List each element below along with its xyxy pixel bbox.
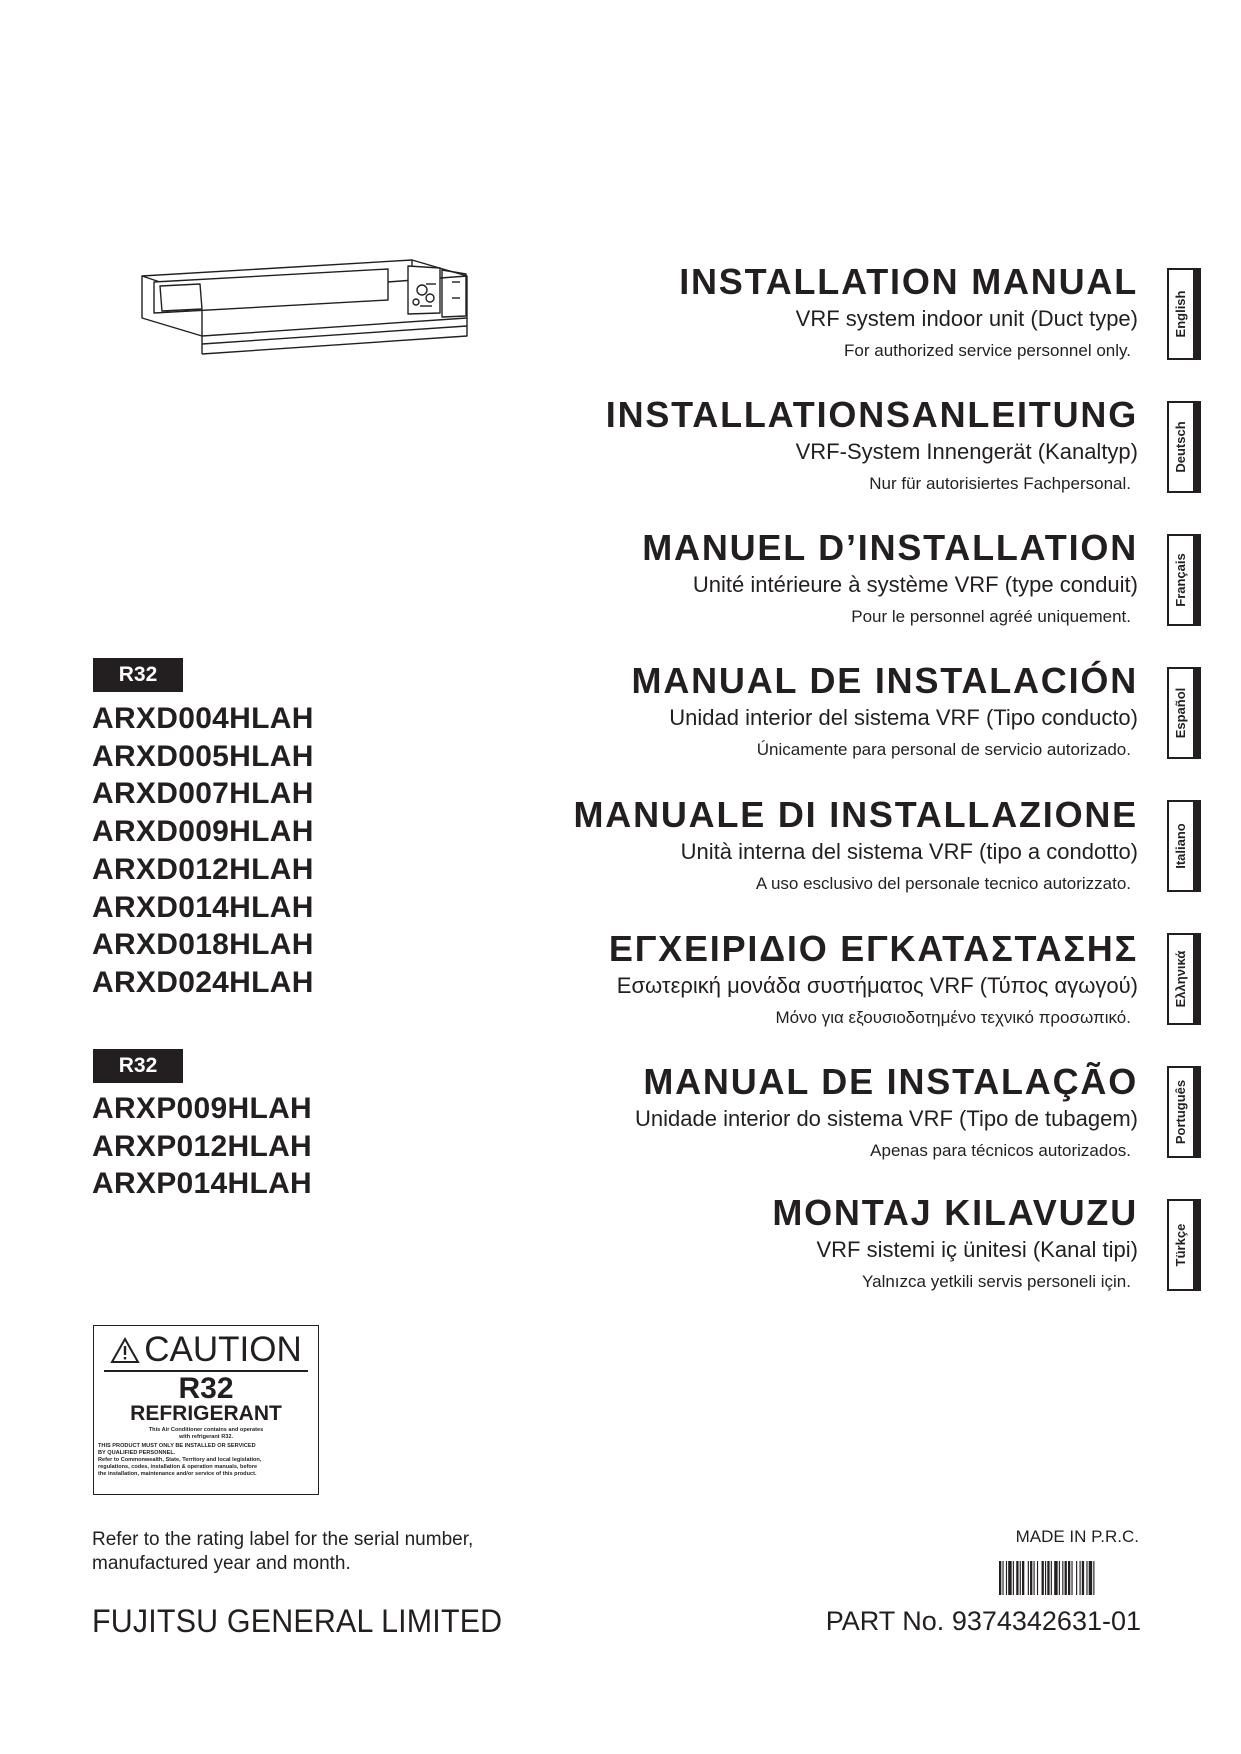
serial-number-note (92, 1528, 552, 1576)
manual-note: A uso esclusivo del personale tecnico autorizzato. (755, 874, 1131, 893)
lang-section-turkish (772, 1192, 1138, 1293)
caution-line: Refer to Commonwealth, State, Territory and local legislation, (98, 1457, 262, 1463)
manual-note: Μόνο για εξουσιοδοτημένο τεχνικό προσωπικό. (775, 1008, 1131, 1027)
manual-title: INSTALLATION MANUAL (679, 261, 1138, 302)
tab-label: Türkçe (1173, 1223, 1188, 1267)
manual-note: For authorized service personnel only. (844, 341, 1131, 360)
caution-line: This Air Conditioner contains and operates (148, 1427, 264, 1433)
manual-subtitle: VRF system indoor unit (Duct type) (795, 306, 1138, 331)
manual-title: MANUAL DE INSTALACIÓN (631, 660, 1138, 701)
lang-section-german (606, 394, 1138, 495)
model-number: ARXD014HLAH (92, 890, 314, 924)
barcode-bar (1093, 1561, 1094, 1595)
tab-italiano (1167, 800, 1201, 892)
manual-title: MONTAJ KILAVUZU (772, 1192, 1138, 1233)
barcode-bar (999, 1561, 1001, 1595)
r32-badge: R32 (93, 1049, 183, 1083)
model-number: ARXD007HLAH (92, 777, 314, 811)
caution-line: BY QUALIFIED PERSONNEL. (98, 1450, 176, 1456)
barcode-bar (1086, 1561, 1087, 1595)
caution-heading (94, 1331, 318, 1369)
tab-ellinika (1167, 933, 1201, 1025)
model-number: ARXD004HLAH (92, 702, 314, 735)
tab-label: Português (1173, 1079, 1188, 1145)
lang-section-english (679, 261, 1138, 362)
barcode-bar (1030, 1561, 1032, 1595)
tab-label: Français (1173, 553, 1188, 607)
tab-label: Español (1173, 687, 1188, 739)
barcode-bar (1065, 1561, 1067, 1595)
manual-note: Pour le personnel agréé uniquement. (851, 607, 1131, 626)
barcode-bar (1062, 1561, 1063, 1595)
caution-line: the installation, maintenance and/or service of this product. (98, 1471, 257, 1477)
company-logo-text: FUJITSU GENERAL LIMITED (92, 1603, 503, 1639)
barcode-bar (1082, 1561, 1084, 1595)
manual-note: Apenas para técnicos autorizados. (870, 1141, 1131, 1160)
barcode-bar (1037, 1561, 1038, 1595)
barcode-bar (1006, 1561, 1007, 1595)
manual-subtitle: Εσωτερική μονάδα συστήματος VRF (Τύπος αγωγού) (616, 973, 1138, 998)
tab-turkce (1167, 1199, 1201, 1291)
caution-heading-text: CAUTION (144, 1330, 302, 1369)
barcode-bar (1051, 1561, 1052, 1595)
barcode (999, 1561, 1139, 1595)
lang-section-portuguese (635, 1061, 1138, 1162)
caution-line: with refrigerant R32. (178, 1434, 234, 1440)
model-number: ARXD005HLAH (92, 739, 314, 773)
barcode-bar (1089, 1561, 1092, 1595)
barcode-bar (1008, 1561, 1011, 1595)
tab-deutsch (1167, 401, 1201, 493)
barcode-bar (1054, 1561, 1057, 1595)
model-list-arxp (92, 1090, 312, 1203)
serial-note-line: Refer to the rating label for the serial number, (92, 1529, 474, 1550)
model-number: ARXD009HLAH (92, 815, 314, 849)
caution-refrigerant-code: R32 (178, 1372, 234, 1405)
barcode-bar (1020, 1561, 1021, 1595)
barcode-bar (1071, 1561, 1072, 1595)
model-number: ARXP009HLAH (92, 1092, 313, 1125)
tab-english (1167, 268, 1201, 360)
manual-note: Únicamente para personal de servicio autorizado. (756, 740, 1131, 759)
country-of-origin: MADE IN P.R.C. (1015, 1527, 1139, 1546)
tab-label: Ελληνικά (1173, 950, 1188, 1008)
duct-unit-illustration (140, 258, 530, 366)
barcode-bar (1047, 1561, 1049, 1595)
manual-subtitle: Unidad interior del sistema VRF (Tipo conducto) (669, 705, 1138, 730)
barcode-bar (1002, 1561, 1003, 1595)
barcode-bar (1059, 1561, 1060, 1595)
barcode-bar (1076, 1561, 1077, 1595)
barcode-bar (1080, 1561, 1081, 1595)
manual-title: ΕΓΧΕΙΡΙΔΙΟ ΕΓΚΑΤΑΣΤΑΣΗΣ (608, 928, 1138, 969)
barcode-bar (1068, 1561, 1070, 1595)
lang-section-spanish (632, 660, 1138, 761)
tab-label: English (1173, 290, 1188, 338)
manual-title: INSTALLATIONSANLEITUNG (605, 394, 1138, 435)
manual-title: MANUEL D’INSTALLATION (642, 527, 1138, 568)
manual-note: Yalnızca yetkili servis personeli için. (862, 1272, 1131, 1291)
tab-portugues (1167, 1066, 1201, 1158)
caution-label (93, 1325, 319, 1495)
tab-espanol (1167, 667, 1201, 759)
caution-line: regulations, codes, installation & operation manuals, before (98, 1464, 258, 1470)
model-number: ARXP014HLAH (92, 1167, 313, 1201)
caution-refrigerant-word: REFRIGERANT (130, 1402, 282, 1425)
barcode-bar (1042, 1561, 1044, 1595)
part-number: PART No. 9374342631-01 (825, 1606, 1141, 1636)
r32-badge: R32 (93, 658, 183, 692)
barcode-bar (1016, 1561, 1018, 1595)
barcode-bar (1022, 1561, 1024, 1595)
lang-section-greek (609, 928, 1138, 1029)
lang-section-italian (574, 794, 1139, 895)
manual-title: MANUAL DE INSTALAÇÃO (643, 1061, 1138, 1102)
manual-subtitle: Unidade interior do sistema VRF (Tipo de tubagem) (635, 1106, 1138, 1131)
barcode-bar (1034, 1561, 1035, 1595)
manual-subtitle: Unité intérieure à système VRF (type conduit) (692, 572, 1138, 597)
manual-subtitle: Unità interna del sistema VRF (tipo a condotto) (680, 839, 1138, 864)
manual-title: MANUALE DI INSTALLAZIONE (573, 794, 1138, 835)
barcode-bar (1013, 1561, 1014, 1595)
lang-section-french (642, 527, 1138, 628)
tab-label: Deutsch (1173, 421, 1188, 473)
model-number: ARXD024HLAH (92, 965, 314, 999)
model-number: ARXP012HLAH (92, 1129, 313, 1163)
tab-francais (1167, 534, 1201, 626)
model-number: ARXD018HLAH (92, 928, 314, 962)
model-list-arxd (92, 700, 314, 1002)
model-number: ARXD012HLAH (92, 852, 314, 886)
barcode-bar (1028, 1561, 1029, 1595)
barcode-bar (1045, 1561, 1046, 1595)
manual-subtitle: VRF sistemi iç ünitesi (Kanal tipi) (816, 1237, 1138, 1262)
manual-note: Nur für autorisiertes Fachpersonal. (869, 474, 1131, 493)
tab-label: Italiano (1173, 823, 1188, 869)
manual-subtitle: VRF-System Innengerät (Kanaltyp) (795, 439, 1138, 464)
serial-note-line: manufactured year and month. (92, 1553, 351, 1574)
caution-line: THIS PRODUCT MUST ONLY BE INSTALLED OR SERVICED (98, 1443, 256, 1449)
warning-triangle-icon (110, 1337, 140, 1364)
